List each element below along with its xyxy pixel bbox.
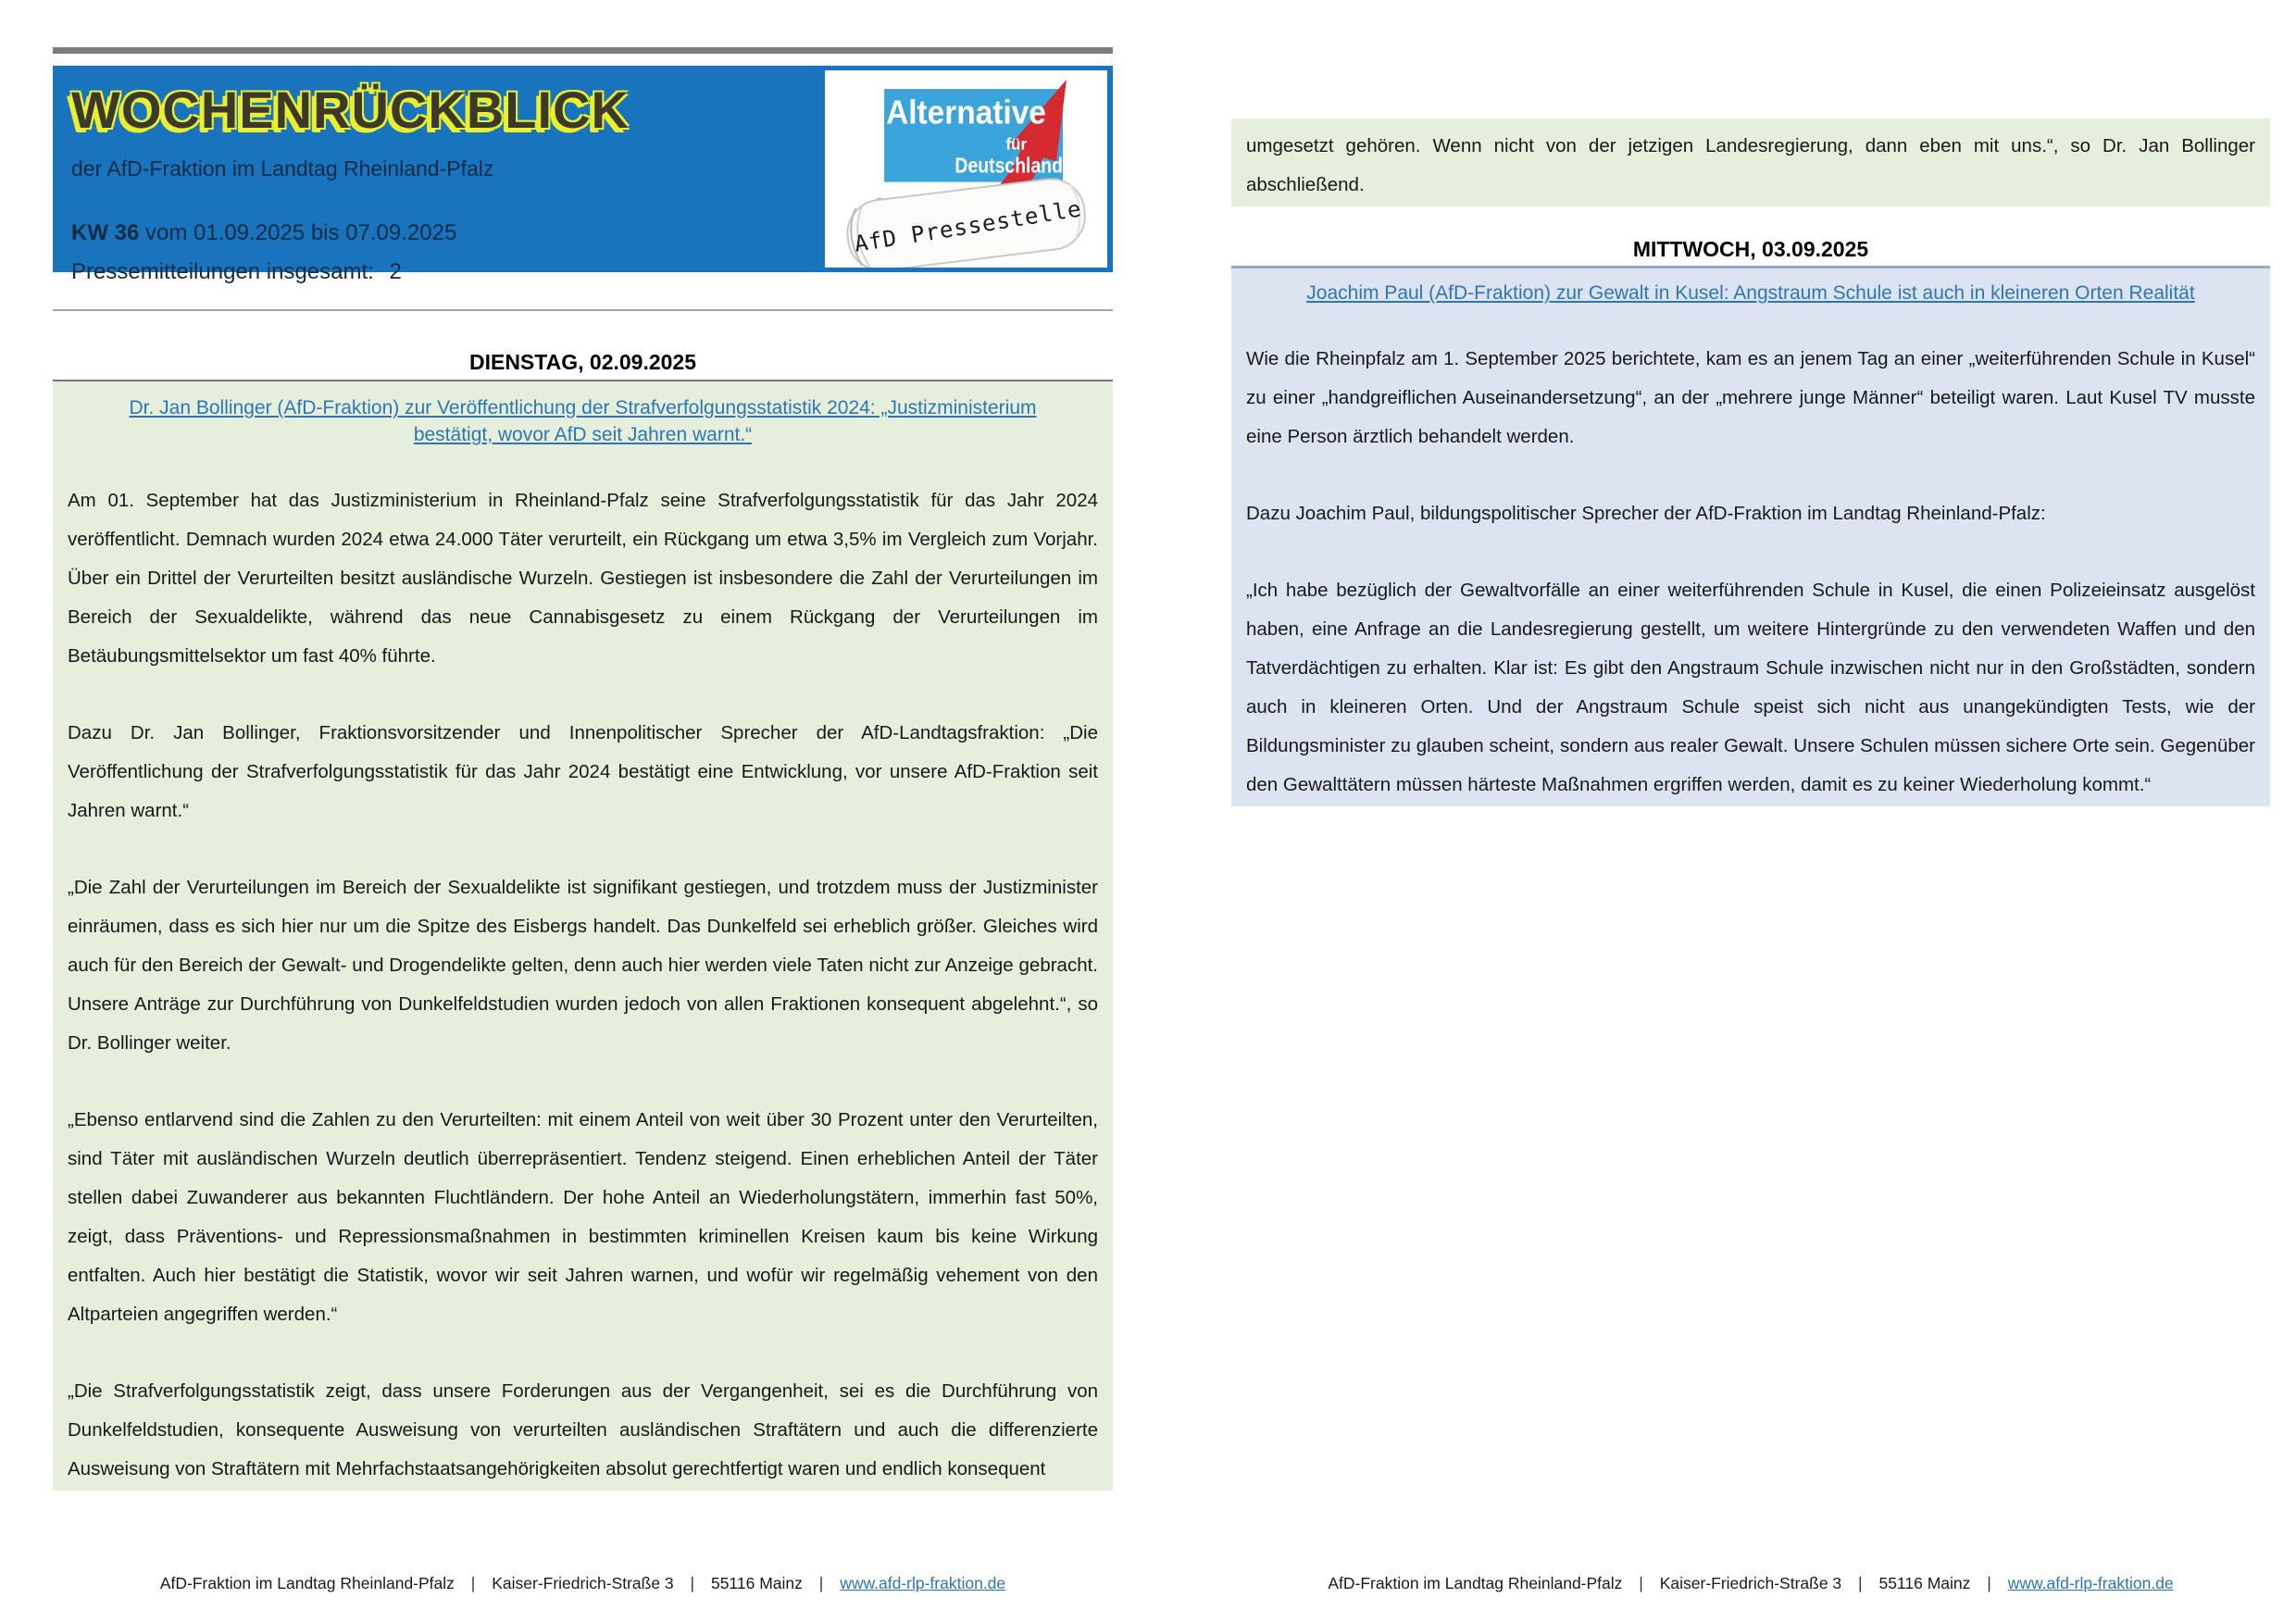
- press-count-line: [71, 259, 825, 285]
- newsletter-subtitle: der AfD-Fraktion im Landtag Rheinland-Pfalz: [71, 156, 494, 181]
- paragraph: Dazu Dr. Jan Bollinger, Fraktionsvorsitzender und Innenpolitischer Sprecher der AfD-Landtagsfraktion: „Die Veröffentlichung der Strafverfolgungsstatistik für das Jahr 2024 bestätigt eine Entwicklung, vor unsere AfD-Fraktion seit Jahren warnt.“: [68, 722, 1098, 821]
- afd-pressestelle-logo: [825, 70, 1107, 268]
- logo-text-fuer: für: [1005, 135, 1028, 154]
- footer-left: [53, 1574, 1113, 1593]
- page-left: [53, 0, 1113, 1623]
- paragraph: „Ebenso entlarvend sind die Zahlen zu den Verurteilten: mit einem Anteil von weit über 30 Prozent unter den Verurteilten, sind Täter mit ausländischen Wurzeln deutlich überrepräsentiert. Tendenz steigend. Einen erheblichen Anteil der Täter stellen dabei Zuwanderer aus bekannten Fluchtländern. Der hohe Anteil an Wiederholungstätern, immerhin fast 50%, zeigt, dass Präventions- und Repressionsmaßnahmen in bestimmten kriminellen Kreisen kaum bis keine Wirkung entfalten. Auch hier bestätigt die Statistik, wovor wir seit Jahren warnen, und wofür wir regelmäßig vehement von den Altparteien angegriffen werden.“: [68, 1109, 1098, 1325]
- newsletter-title: WOCHENRÜCKBLICK: [71, 81, 630, 139]
- day-heading-dienstag: DIENSTAG, 02.09.2025: [468, 350, 697, 374]
- paragraph: Am 01. September hat das Justizministerium in Rheinland-Pfalz seine Strafverfolgungsstatistik für das Jahr 2024 veröffentlicht. Demnach wurden 2024 etwa 24.000 Täter verurteilt, ein Rückgang um etwa 3,5% im Vergleich zum Vorjahr. Über ein Drittel der Verurteilten besitzt ausländische Wurzeln. Gestiegen ist insbesondere die Zahl der Verurteilungen im Bereich der Sexualdelikte, während das neue Cannabisgesetz zu einem Rückgang der Verurteilungen im Betäubungsmittelsektor um fast 40% führte.: [68, 490, 1098, 667]
- paragraph: Dazu Joachim Paul, bildungspolitischer Sprecher der AfD-Fraktion im Landtag Rheinland-Pfalz:: [1246, 503, 2046, 524]
- footer-org: AfD-Fraktion im Landtag Rheinland-Pfalz: [159, 1574, 455, 1592]
- logo-text-deutschland: Deutschland: [955, 153, 1063, 178]
- header-text-block: [53, 66, 825, 284]
- footer-separator: |: [1858, 1574, 1863, 1592]
- footer-street: Kaiser-Friedrich-Straße 3: [492, 1574, 674, 1592]
- footer-website-link[interactable]: www.afd-rlp-fraktion.de: [840, 1574, 1006, 1592]
- paragraph: „Die Zahl der Verurteilungen im Bereich der Sexualdelikte ist signifikant gestiegen, und trotzdem muss der Justizminister einräumen, dass es sich hier nur um die Spitze des Eisbergs handelt. Das Dunkelfeld sei erheblich größer. Gleiches wird auch für den Bereich der Gewalt- und Drogendelikte gelten, denn auch hier werden viele Taten nicht zur Anzeige gebracht. Unsere Anträge zur Durchführung von Dunkelfeldstudien wurden jedoch von allen Fraktionen konsequent abgelehnt.“, so Dr. Bollinger weiter.: [68, 877, 1098, 1054]
- press-release-continuation-box: [1231, 119, 2270, 206]
- footer-separator: |: [470, 1574, 476, 1592]
- footer-separator: |: [1987, 1574, 1991, 1592]
- top-divider-bar: [53, 47, 1113, 54]
- calendar-week-label: KW 36: [71, 220, 140, 245]
- calendar-week-line: [71, 220, 825, 246]
- paragraph: Wie die Rheinpfalz am 1. September 2025 berichtete, kam es an jenem Tag an einer „weiterführenden Schule in Kusel“ zu einer „handgreiflichen Auseinandersetzung“, an der „mehrere junge Männer“ beteiligt waren. Laut Kusel TV musste eine Person ärztlich behandelt werden.: [1246, 348, 2255, 447]
- press-count-label: Pressemitteilungen insgesamt:: [71, 259, 374, 284]
- paragraph: „Ich habe bezüglich der Gewaltvorfälle an einer weiterführenden Schule in Kusel, die einen Polizeieinsatz ausgelöst haben, eine Anfrage an die Landesregierung gestellt, um weitere Hintergründe zu den verwendeten Waffen und den Tatverdächtigen zu erhalten. Klar ist: Es gibt den Angstraum Schule inzwischen nicht nur in den Großstädten, sondern auch in kleineren Orten. Und der Angstraum Schule speist sich nicht aus unangekündigten Tests, wie der Bildungsminister zu glauben scheint, sondern aus realer Gewalt. Unsere Schulen müssen sichere Orte sein. Gegenüber den Gewalttätern müssen härteste Maßnahmen ergriffen werden, damit es zu keiner Wiederholung kommt.“: [1246, 580, 2255, 795]
- footer-separator: |: [690, 1574, 695, 1592]
- footer-separator: |: [818, 1574, 824, 1592]
- press-count-value: 2: [389, 259, 402, 284]
- newspaper-roll: [843, 175, 1089, 268]
- horizontal-rule: [53, 309, 1113, 311]
- footer-city: 55116 Mainz: [710, 1574, 803, 1592]
- logo-text-alternative: Alternative: [886, 93, 1046, 131]
- press-release-box-dienstag: [53, 380, 1113, 1491]
- page-right: [1231, 0, 2270, 1623]
- footer-right: [1231, 1574, 2270, 1593]
- press-release-link-mittwoch[interactable]: Joachim Paul (AfD-Fraktion) zur Gewalt in Kusel: Angstraum Schule ist auch in kleineren Orten Realität: [1306, 282, 2195, 304]
- footer-website-link[interactable]: www.afd-rlp-fraktion.de: [2007, 1574, 2174, 1592]
- footer-city: 55116 Mainz: [1878, 1574, 1971, 1592]
- footer-street: Kaiser-Friedrich-Straße 3: [1659, 1574, 1842, 1592]
- paragraph: umgesetzt gehören. Wenn nicht von der jetzigen Landesregierung, dann eben mit uns.“, so Dr. Jan Bollinger abschließend.: [1246, 135, 2255, 195]
- calendar-week-range: vom 01.09.2025 bis 07.09.2025: [145, 220, 457, 245]
- afd-logo-graphic: [825, 70, 1107, 268]
- footer-separator: |: [1639, 1574, 1643, 1592]
- footer-org: AfD-Fraktion im Landtag Rheinland-Pfalz: [1328, 1574, 1623, 1592]
- paragraph: „Die Strafverfolgungsstatistik zeigt, dass unsere Forderungen aus der Vergangenheit, sei es die Durchführung von Dunkelfeldstudien, konsequente Ausweisung von verurteilten ausländischen Straftätern und auch die differenzierte Ausweisung von Straftätern mit Mehrfachstaatsangehörigkeiten absolut gerechtfertigt waren und endlich konsequent: [68, 1380, 1098, 1479]
- newspaper-banner-text: AfD Pressestelle: [852, 195, 1084, 257]
- day-heading-mittwoch: MITTWOCH, 03.09.2025: [1632, 237, 1869, 261]
- newsletter-header: [53, 66, 1113, 284]
- press-release-box-mittwoch: [1231, 266, 2270, 806]
- press-release-link-dienstag[interactable]: Dr. Jan Bollinger (AfD-Fraktion) zur Veröffentlichung der Strafverfolgungsstatistik 2024: „Justizministerium bestätigt, wovor AfD seit Jahren warnt.“: [129, 397, 1037, 445]
